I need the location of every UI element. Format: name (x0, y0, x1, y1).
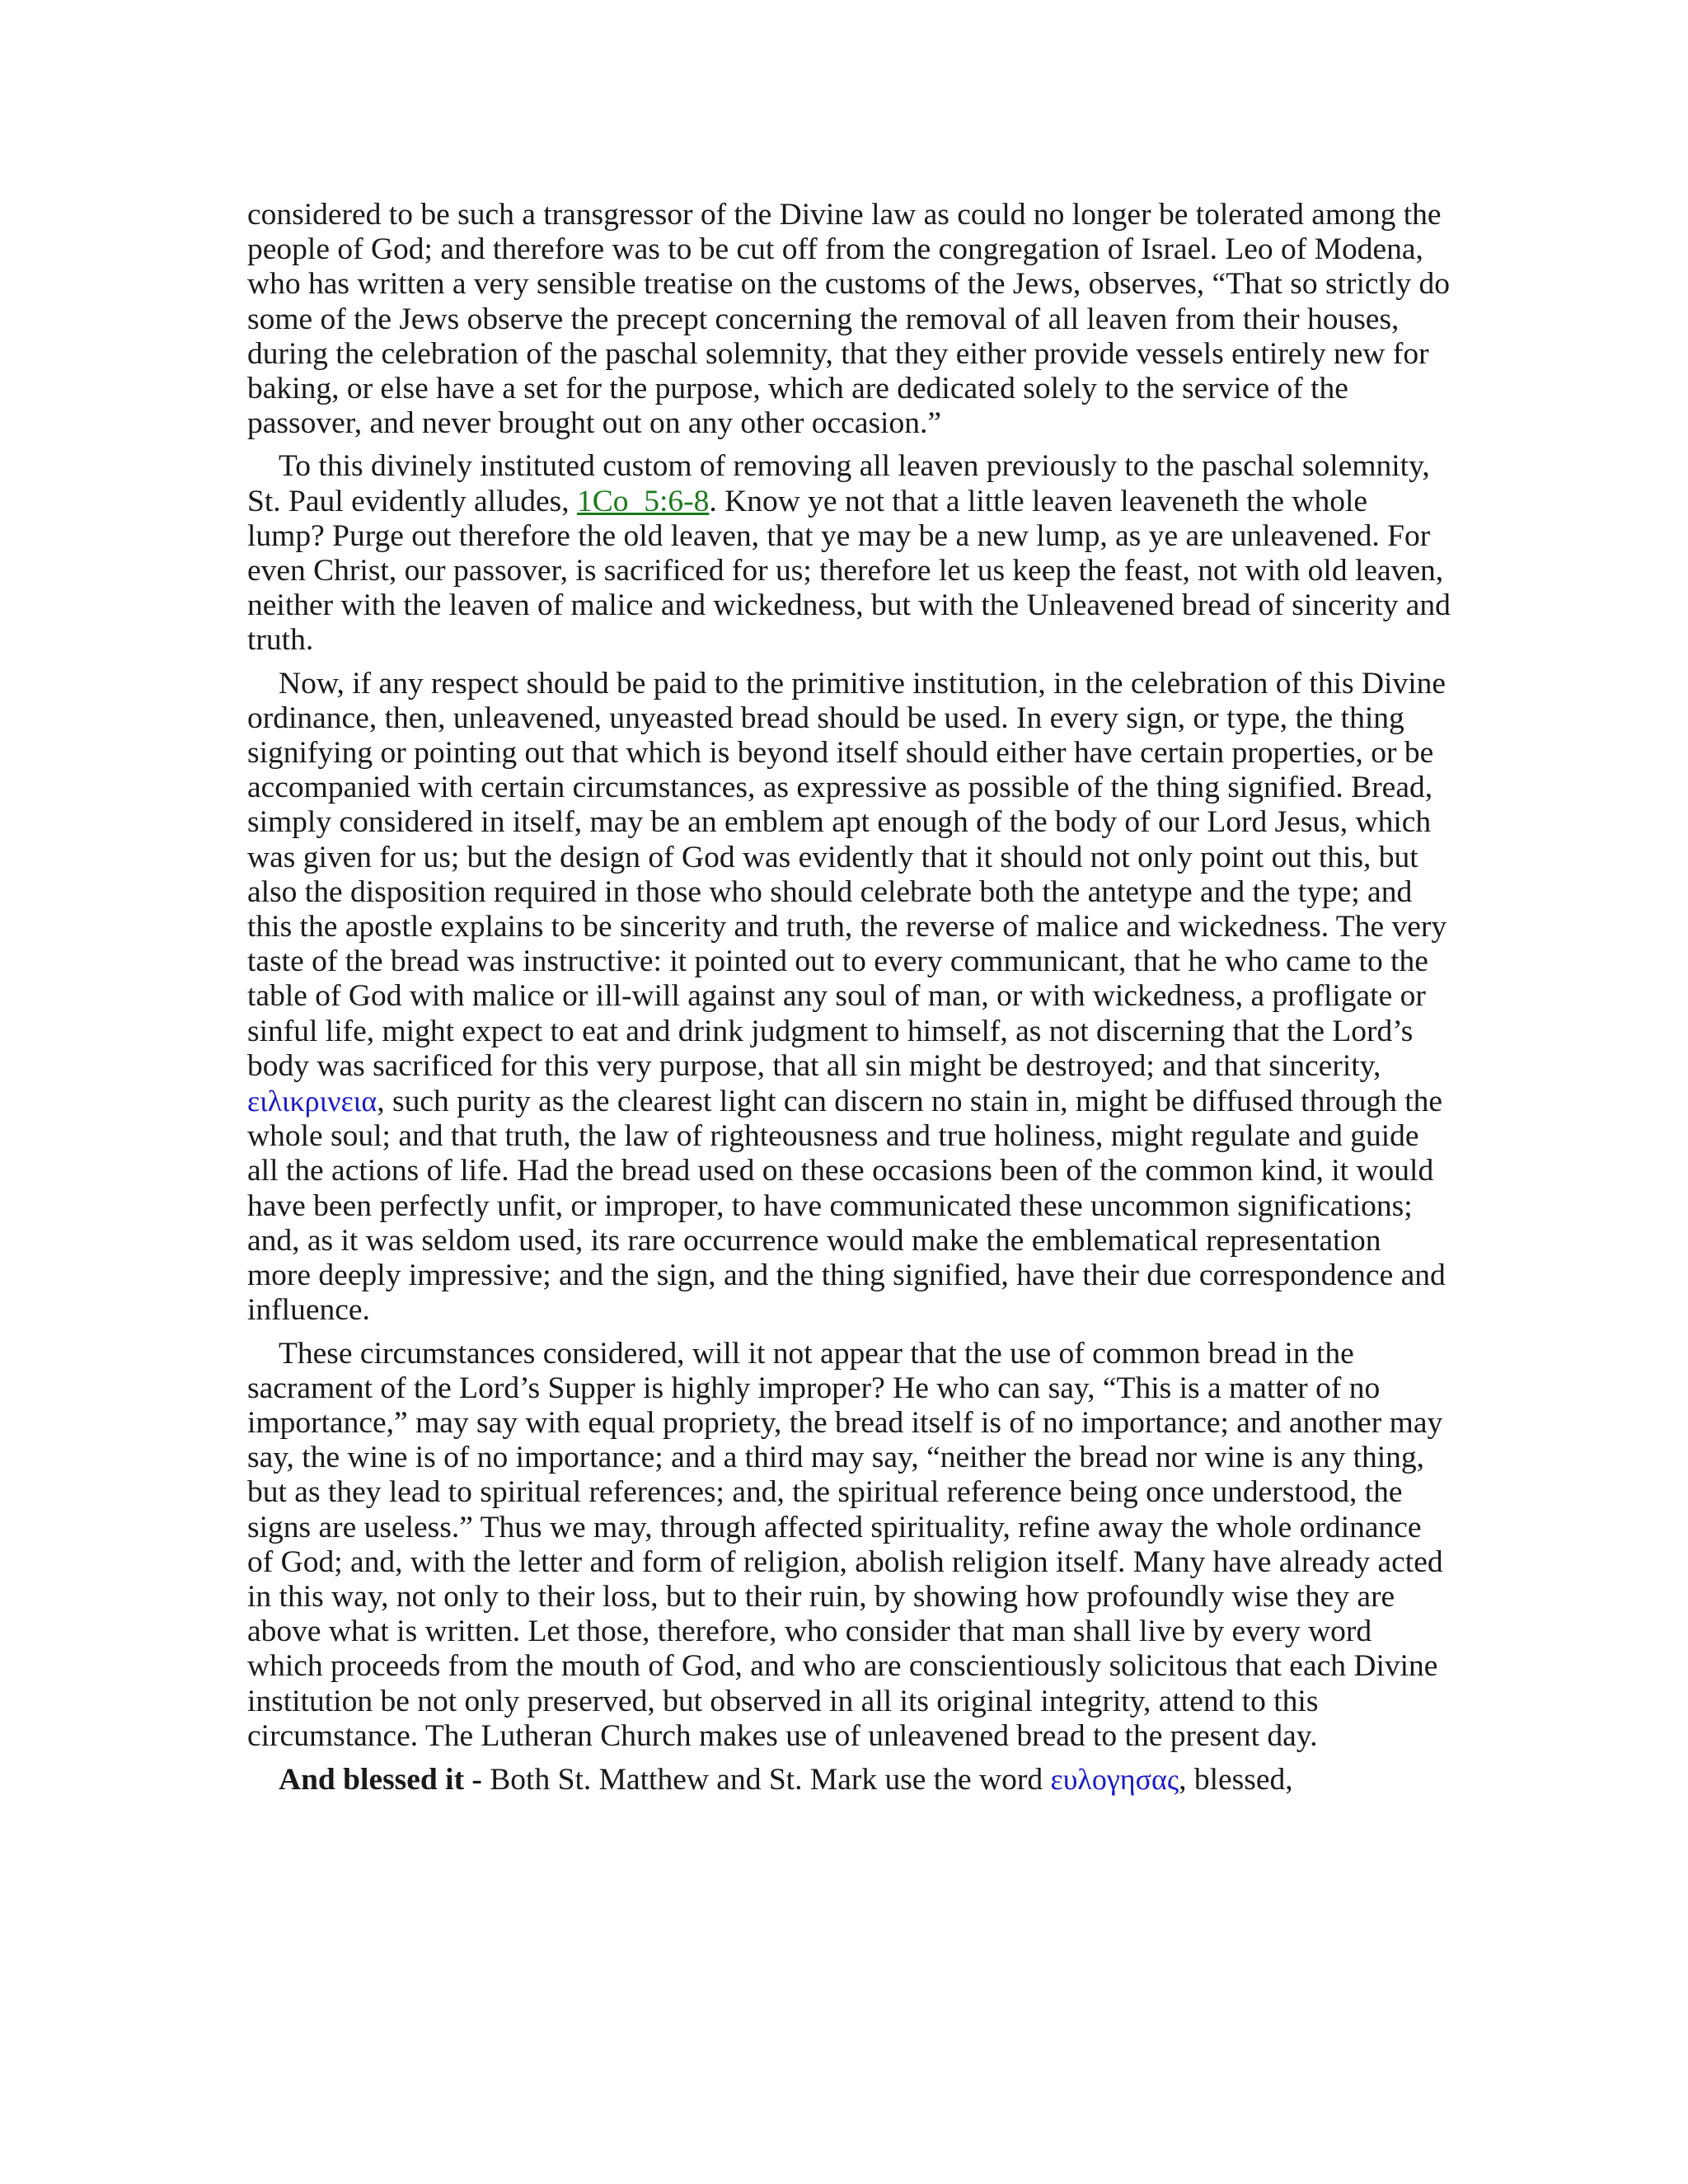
paragraph-text-after: . Know ye not that a little leaven leaveneth the whole lump? Purge out therefore the old leaven, that ye may be a new lump, as ye are unleavened. For even Christ, our passover, is sacrificed for us; therefore let us keep the feast, not with old leaven, neither with the leaven of malice and wickedness, but with the Unleavened bread of sincerity and truth. (247, 484, 1451, 658)
paragraph-primitive-institution (247, 667, 1451, 1329)
paragraph-text-before: Now, if any respect should be paid to the primitive institution, in the celebration of this Divine ordinance, then, unleavened, unyeasted bread should be used. In every sign, or type, the thing signifying or pointing out that which is beyond itself should either have certain properties, or be accompanied with certain circumstances, as expressive as possible of the thing signified. Bread, simply considered in itself, may be an emblem apt enough of the body of our Lord Jesus, which was given for us; but the design of God was evidently that it should not only point out this, but also the disposition required in those who should celebrate both the antetype and the type; and this the apostle explains to be sincerity and truth, the reverse of malice and wickedness. The very taste of the bread was instructive: it pointed out to every communicant, that he who came to the table of God with malice or ill-will against any soul of man, or with wickedness, a profligate or sinful life, might expect to eat and drink judgment to himself, as not discerning that the Lord’s body was sacrificed for this very purpose, that all sin might be destroyed; and that sincerity, (247, 666, 1447, 1083)
commentary-heading: And blessed it - (279, 1762, 490, 1797)
paragraph-text: These circumstances considered, will it not appear that the use of common bread in the sacrament of the Lord’s Supper is highly improper? He who can say, “This is a matter of no importance,” may say with equal propriety, the bread itself is of no importance; and another may say, the wine is of no importance; and a third may say, “neither the bread nor wine is any thing, but as they lead to spiritual references; and, the spiritual reference being once understood, the signs are useless.” Thus we may, through affected spirituality, refine away the whole ordinance of God; and, with the letter and form of religion, abolish religion itself. Many have already acted in this way, not only to their loss, but to their ruin, by showing how profoundly wise they are above what is written. Let those, therefore, who consider that man shall live by every word which proceeds from the mouth of God, and who are conscientiously solicitous that each Divine institution be not only preserved, but observed in all its original integrity, attend to this circumstance. The Lutheran Church makes use of unleavened bread to the present day. (247, 1336, 1443, 1753)
paragraph-text-before: To this divinely instituted custom of removing all leaven previously to the paschal solemnity, St. Paul evidently alludes, (247, 449, 1430, 518)
paragraph-common-bread (247, 1337, 1451, 1754)
paragraph-text: considered to be such a transgressor of the Divine law as could no longer be tolerated among the people of God; and therefore was to be cut off from the congregation of Israel. Leo of Modena, who has written a very sensible treatise on the customs of the Jews, observes, “That so strictly do some of the Jews observe the precept concerning the removal of all leaven from their houses, during the celebration of the paschal solemnity, that they either provide vessels entirely new for baking, or else have a set for the purpose, which are dedicated solely to the service of the passover, and never brought out on any other occasion.” (247, 198, 1451, 441)
paragraph-paul-allusion (247, 449, 1451, 658)
document-page (247, 198, 1451, 1806)
greek-word: ευλογησας (1050, 1762, 1179, 1796)
scripture-reference-link[interactable]: 1Co_5:6-8 (576, 484, 710, 518)
paragraph-text-after: , blessed, (1179, 1762, 1293, 1797)
greek-word: ειλικρινεια (247, 1085, 377, 1118)
paragraph-text-after: , such purity as the clearest light can discern no stain in, might be diffused through the whole soul; and that truth, the law of righteousness and true holiness, might regulate and guide all the actions of life. Had the bread used on these occasions been of the common kind, it would have been perfectly unfit, or improper, to have communicated these uncommon significations; and, as it was seldom used, its rare occurrence would make the emblematical representation more deeply impressive; and the sign, and the thing signified, have their due correspondence and influence. (247, 1085, 1446, 1328)
paragraph-blessed-it (247, 1762, 1451, 1797)
paragraph-text-before: Both St. Matthew and St. Mark use the word (490, 1762, 1051, 1797)
paragraph-leaven-precept (247, 198, 1451, 441)
